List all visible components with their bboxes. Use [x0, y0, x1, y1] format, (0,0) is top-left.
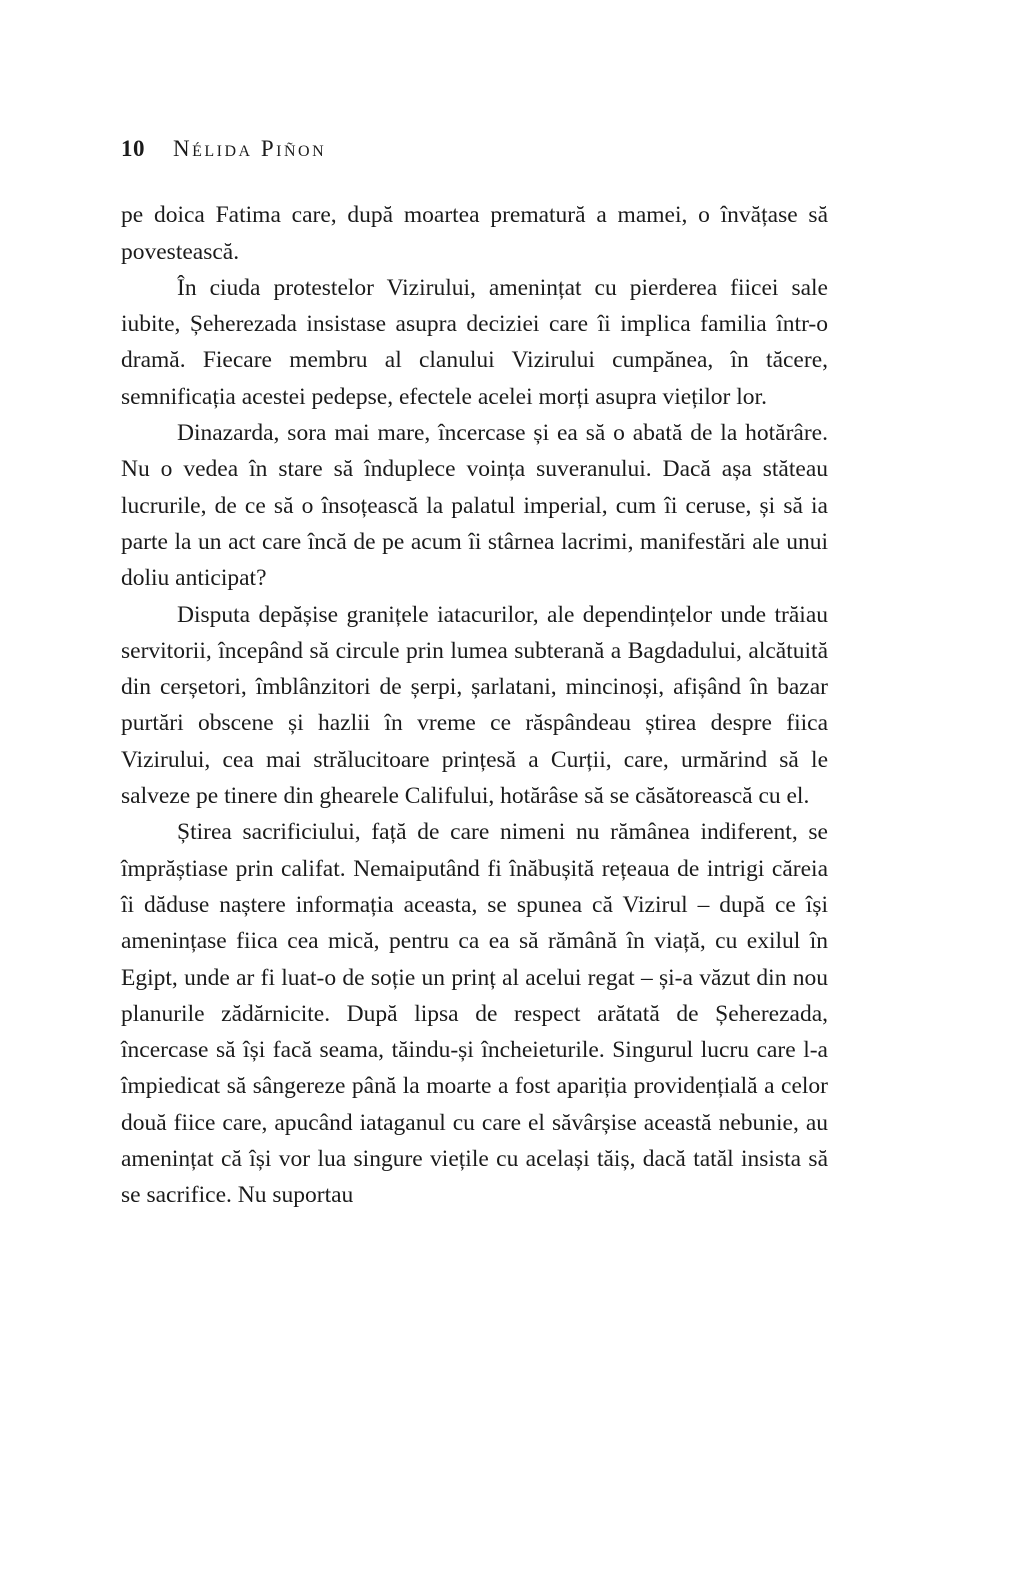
paragraph: Dinazarda, sora mai mare, încercase și ea să o abată de la hotărâre. Nu o vedea în stare să înduplece voința suveranului. Dacă așa stăteau lucrurile, de ce să o însoțească la palatul imperial, cum îi ceruse, și să ia parte la un act care încă de pe acum îi stârnea lacrimi, manifestări ale unui doliu anticipat?: [121, 420, 828, 592]
page-number: 10: [121, 136, 145, 161]
page-header: [121, 136, 828, 161]
paragraph: Știrea sacrificiului, față de care nimeni nu rămânea indiferent, se împrăștiase prin califat. Nemaiputând fi înăbușită rețeaua de intrigi căreia îi dăduse naștere informația aceasta, se spunea că Vizirul – după ce își amenințase fiica cea mică, pentru ca ea să rămână în viață, cu exilul în Egipt, unde ar fi luat-o de soție un prinț al acelui regat – și-a văzut din nou planurile zădărnicite. După lipsa de respect arătată de Șeherezada, încercase să își facă seama, tăindu-și încheieturile. Singurul lucru care l-a împiedicat să sângereze până la moarte a fost apariția providențială a celor două fiice care, apucând iataganul cu care el săvârșise această nebunie, au amenințat că își vor lua singure viețile cu același tăiș, dacă tatăl insista să se sacrifice. Nu suportau: [121, 819, 828, 1209]
paragraph-continuation: pe doica Fatima care, după moartea prematură a mamei, o învățase să povestească.: [121, 202, 828, 265]
paragraph: Disputa depășise granițele iatacurilor, ale dependințelor unde trăiau servitorii, începând să circule prin lumea subterană a Bagdadului, alcătuită din cerșetori, îmblânzitori de șerpi, șarlatani, mincinoși, afișând în bazar purtări obscene și hazlii în vreme ce răspândeau știrea despre fiica Vizirului, cea mai strălucitoare prințesă a Curții, care, urmărind să le salveze pe tinere din ghearele Califului, hotărâse să se căsătorească cu el.: [121, 601, 828, 810]
running-title: Nélida Piñon: [173, 136, 327, 161]
paragraph: În ciuda protestelor Vizirului, amenințat cu pierderea fiicei sale iubite, Șeherezada insistase asupra deciziei care îi implica familia într-o dramă. Fiecare membru al clanului Vizirului cumpănea, în tăcere, semnificația acestei pedepse, efectele acelei morți asupra vieților lor.: [121, 274, 828, 410]
body-text: [121, 197, 828, 1213]
